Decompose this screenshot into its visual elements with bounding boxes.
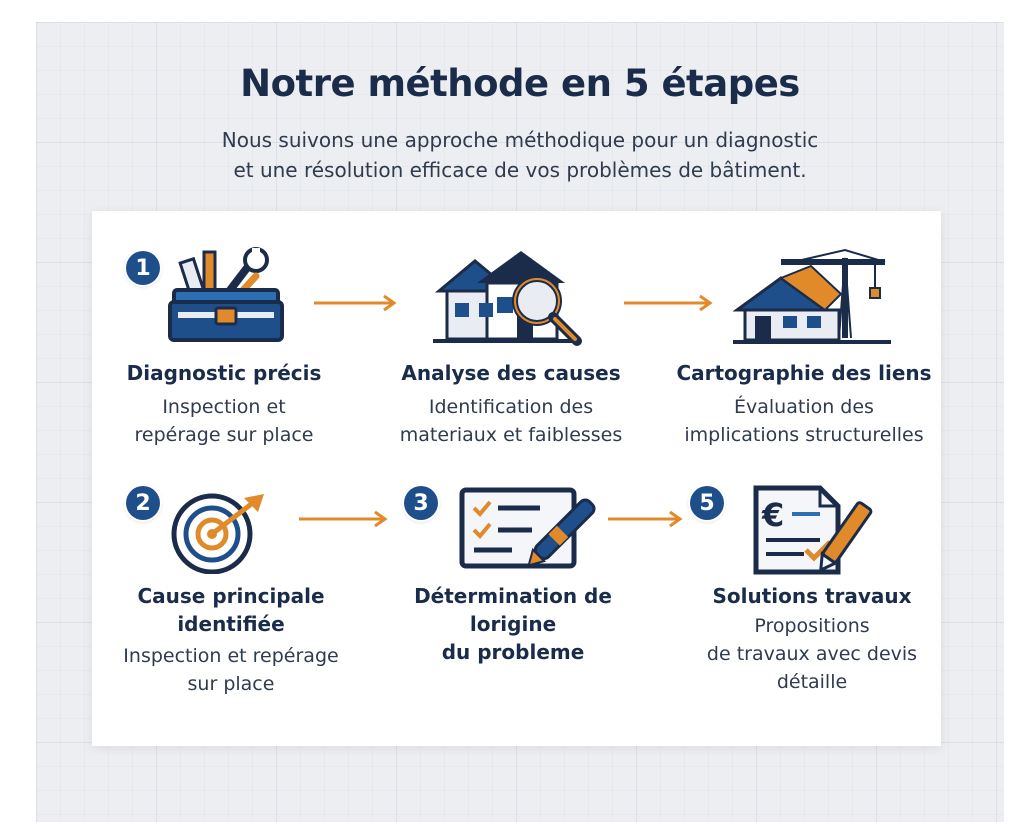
step-description: [92, 642, 370, 698]
step-title: Cartographie des liens: [676, 361, 932, 385]
target-icon: [170, 492, 266, 574]
checklist-pen-icon: [452, 486, 602, 572]
step-description-line: Évaluation des: [734, 396, 874, 418]
step-description-line: sur place: [187, 673, 275, 695]
step-description-line: repérage sur place: [134, 424, 314, 446]
step-title: Solutions travaux: [712, 584, 912, 608]
step-badge: 3: [404, 486, 438, 520]
step-analysis: [380, 359, 642, 449]
step-description-line: materiaux et faiblesses: [399, 424, 623, 446]
step-description-line: de travaux avec devis: [706, 643, 918, 665]
step-description: [380, 393, 642, 449]
step-title: Diagnostic précis: [126, 361, 322, 385]
step-title-line: du probleme: [441, 640, 585, 664]
step-description-line: Inspection et: [162, 396, 286, 418]
step-description-line: Identification des: [428, 396, 594, 418]
construction-crane-icon: [733, 244, 891, 348]
step-badge: 1: [126, 251, 160, 285]
step-description-line: Propositions: [754, 615, 870, 637]
subtitle-line-2: et une résolution efficace de vos problèmes de bâtiment.: [233, 158, 807, 182]
arrow-right-icon: [606, 509, 686, 529]
arrow-right-icon: [312, 293, 400, 313]
step-badge: 5: [690, 486, 724, 520]
house-magnifier-icon: [433, 247, 593, 347]
step-description: [97, 393, 351, 449]
step-diagnostic: [97, 359, 351, 449]
subtitle-line-1: Nous suivons une approche méthodique pour un diagnostic: [221, 128, 819, 152]
step-title: Analyse des causes: [401, 361, 621, 385]
page-subtitle: [36, 125, 1004, 185]
step-mapping: [672, 359, 936, 449]
step-title-line: identifiée: [177, 612, 285, 636]
step-title-line: Cause principale: [137, 584, 325, 608]
svg-text:€: €: [762, 496, 785, 534]
step-badge: 2: [126, 486, 160, 520]
step-title-line: Détermination de lorigine: [414, 584, 612, 636]
toolbox-icon: [164, 246, 288, 346]
page-title: Notre méthode en 5 étapes: [240, 62, 800, 105]
step-solutions: [668, 582, 956, 696]
arrow-right-icon: [297, 509, 391, 529]
step-description-line: implications structurelles: [684, 424, 924, 446]
arrow-right-icon: [622, 293, 716, 313]
step-main-cause: [92, 582, 370, 698]
step-description-line: Inspection et repérage: [123, 645, 339, 667]
step-description: [668, 612, 956, 696]
step-description-line: détaille: [776, 671, 848, 693]
step-description: [672, 393, 936, 449]
step-origin: [368, 582, 658, 666]
euro-quote-icon: [750, 484, 874, 576]
